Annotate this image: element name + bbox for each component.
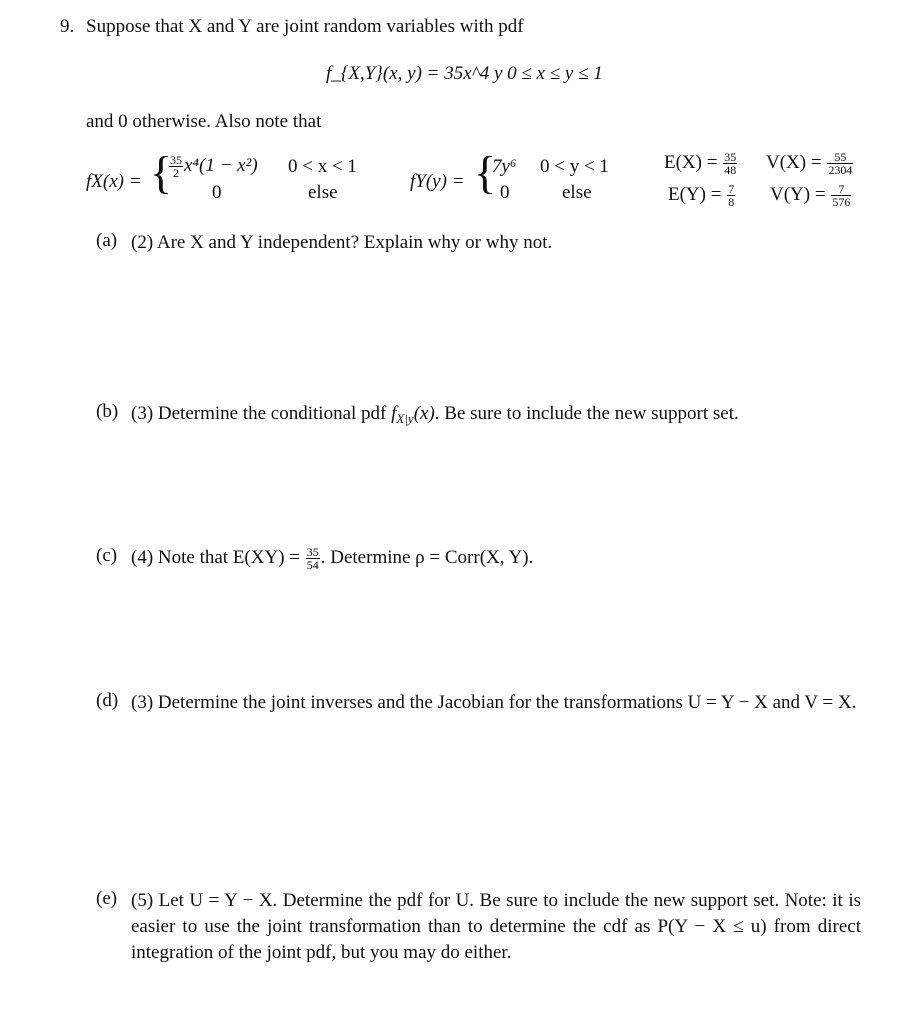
vx-value: V(X) = $\frac{55}{2304}$ xyxy=(766,150,853,177)
fx-case1-cond: 0 < x < 1 xyxy=(288,156,357,177)
part-b-text: (3) Determine the conditional pdf $f_{X|y}(x)$. Be sure to include the new support set. xyxy=(131,403,739,426)
fx-case1-expr: $\frac{35}{2}$ x⁴(1 − x²) xyxy=(170,153,258,180)
ex-value: E(X) = $\frac{35}{48}$ xyxy=(664,150,737,177)
ey-value: E(Y) = $\frac{7}{8}$ xyxy=(668,182,735,209)
fx-brace: { xyxy=(150,147,173,198)
problem-number: 9. xyxy=(60,16,75,37)
fx-coef-fraction: $\frac{35}{2}$ xyxy=(170,153,182,180)
part-d-text: (3) Determine the joint inverses and the Jacobian for the transformations U = Y − X and V = X. xyxy=(131,692,857,713)
part-e-label: (e) xyxy=(96,888,118,909)
fy-label: fY(y) = xyxy=(410,171,465,192)
fy-case2-cond: else xyxy=(562,182,592,203)
part-e-text: (5) Let U = Y − X. Determine the pdf for U. Be sure to include the new support set. Note: it is easier to use the joint transformation than to determine the cdf as P(Y − X ≤ u) from direct integration of the joint pdf, but you may do either. xyxy=(131,890,861,963)
part-b-label: (b) xyxy=(96,401,119,422)
fx-label: fX(x) = xyxy=(86,171,142,192)
joint-pdf-equation: f_{X,Y}(x, y) = 35x^4 y 0 ≤ x ≤ y ≤ 1 xyxy=(326,63,603,84)
fy-case1-expr: 7y⁶ xyxy=(492,156,517,177)
fy-case1-cond: 0 < y < 1 xyxy=(540,156,609,177)
part-c-text: (4) Note that E(XY) = $\frac{35}{54}$ . Determine ρ = Corr(X, Y). xyxy=(131,545,534,573)
conditional-pdf-notation: $f_{X|y}(x)$ xyxy=(391,403,435,426)
part-a-text: (2) Are X and Y independent? Explain why or why not. xyxy=(131,232,553,253)
part-d-label: (d) xyxy=(96,690,119,711)
part-a-label: (a) xyxy=(96,230,118,251)
problem-intro: Suppose that X and Y are joint random variables with pdf xyxy=(86,16,524,37)
part-c-label: (c) xyxy=(96,545,118,566)
fy-case2-expr: 0 xyxy=(500,182,510,203)
fy-brace: { xyxy=(474,147,497,198)
fx-case2-cond: else xyxy=(308,182,338,203)
otherwise-text: and 0 otherwise. Also note that xyxy=(86,111,322,132)
fx-case2-expr: 0 xyxy=(212,182,222,203)
exy-fraction: $\frac{35}{54}$ xyxy=(306,545,319,573)
vy-value: V(Y) = $\frac{7}{576}$ xyxy=(770,182,851,209)
